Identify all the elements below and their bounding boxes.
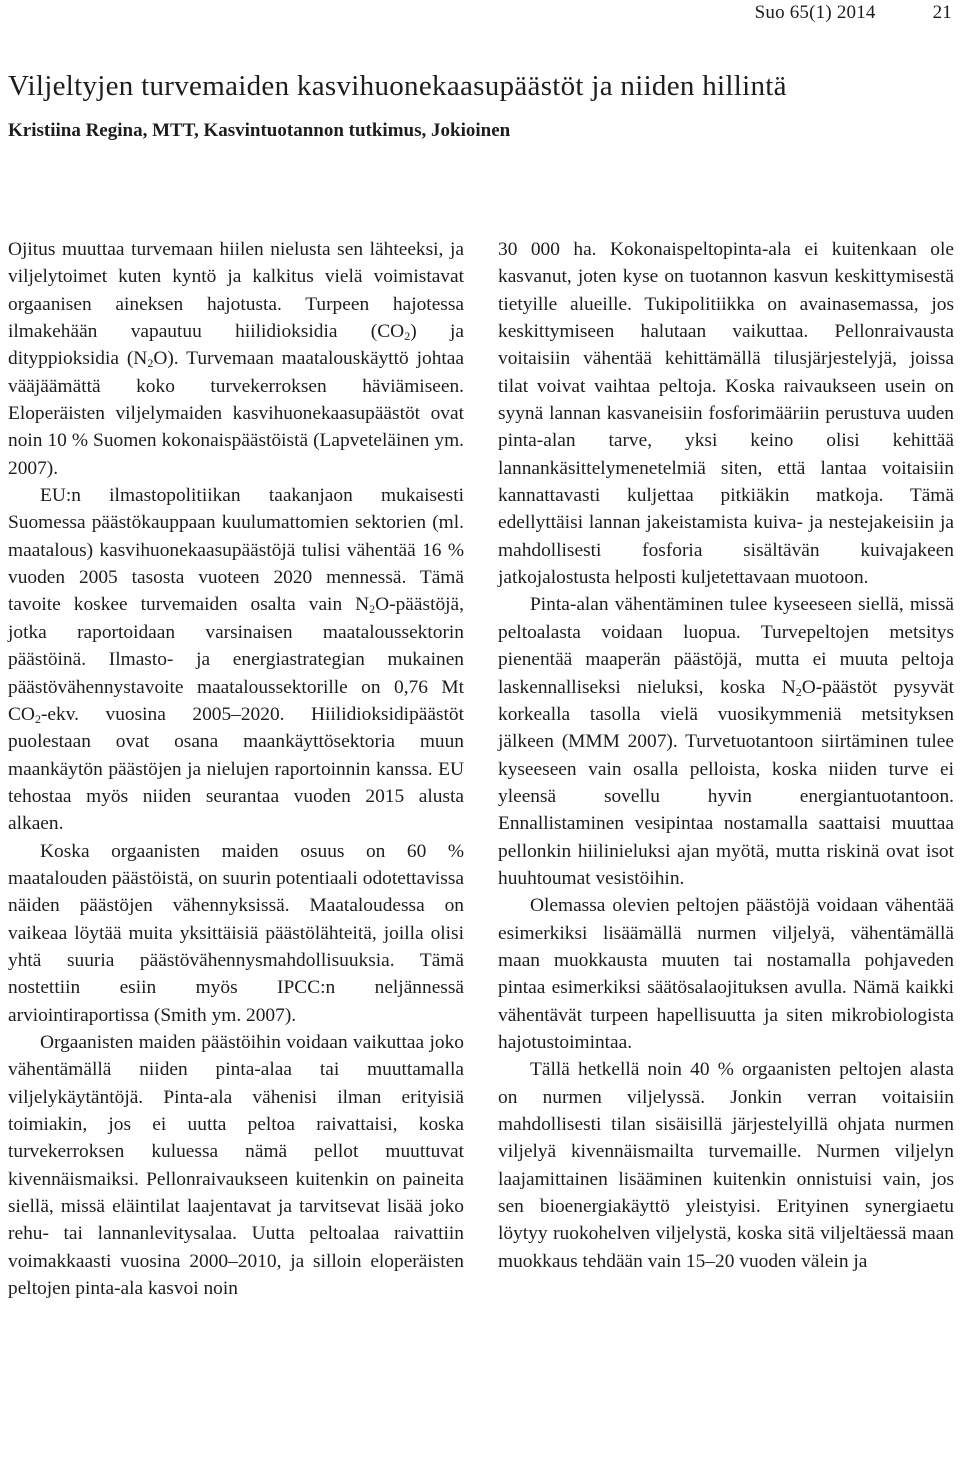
paragraph: Koska orgaanisten maiden osuus on 60 % maatalouden päästöistä, on suurin potentiaali odotettavissa näiden päästöjen vähennyksissä. Maataloudessa on vaikeaa löytää muita yksittäisiä päästölähteitä, joilla olisi yhtä suuria päästövähennysmahdollisuuksia. Tämä nostettiin esiin myös IPCC:n neljännessä arviointiraportissa (Smith ym. 2007). — [8, 840, 464, 1026]
paragraph: Ojitus muuttaa turvemaan hiilen nielusta sen lähteeksi, ja viljelytoimet kuten kyntö ja kalkitus vielä voimistavat orgaanisen aineksen hajotusta. Turpeen hajotessa ilmakehään vapautuu hiilidioksidia $(CO_2)$ ja dityppioksidia $(N_2O)$. Turvemaan maatalouskäyttö johtaa vääjäämättä koko turvekerroksen häviämiseen. Eloperäisten viljelymaiden kasvihuonekaasupäästöt ovat noin 10 % Suomen kokonaispäästöistä (Lapveteläinen ym. 2007). — [8, 239, 464, 479]
paragraph: Pinta-alan vähentäminen tulee kyseeseen siellä, missä peltoalasta voidaan luopua. Turvepeltojen metsitys pienentää maaperän päästöjä, mutta ei muuta peltoja laskennalliseksi nieluksi, koska $N_2O$-päästöt pysyvät korkealla tasolla vielä vuosikymmeniä metsityksen jälkeen (MMM 2007). Turvetuotantoon siirtäminen tulee kyseeseen vain osalla pelloista, koska niiden turve ei yleensä sovellu hyvin energiantuotantoon. Ennallistaminen vesipintaa nostamalla saattaisi muuttaa pellonkin hiilinieluksi ajan myötä, mutta riskinä ovat isot huuhtoumat vesistöihin. — [498, 594, 954, 889]
article-author: Kristiina Regina, MTT, Kasvintuotannon tutkimus, Jokioinen — [8, 120, 511, 141]
paragraph: Olemassa olevien peltojen päästöjä voidaan vähentää esimerkiksi lisäämällä nurmen viljelyä, vähentämällä maan muokkausta muuten tai nostamalla pohjaveden pintaa esimerkiksi säätösalaojituksen avulla. Nämä kaikki vähentävät turpeen hapellisuutta ja siten mikrobiologista hajotustoimintaa. — [498, 895, 954, 1053]
paragraph: Tällä hetkellä noin 40 % orgaanisten peltojen alasta on nurmen viljelyssä. Jonkin verran voitaisiin mahdollisesti tilan sisäisillä järjestelyillä ohjata nurmen viljelyä kivennäismailta turvemaille. Nurmen viljelyn laajamittainen lisääminen kuitenkin onnistuisi vain, jos sen bioenergiakäyttö yleistyisi. Erityinen synergiaetu löytyy ruokohelven viljelystä, koska sitä viljeltäessä maan muokkaus tehdään vain 15–20 vuoden välein ja — [498, 1059, 954, 1272]
right-column — [498, 236, 954, 1275]
paragraph: Orgaanisten maiden päästöihin voidaan vaikuttaa joko vähentämällä niiden pinta-alaa tai muuttamalla viljelykäytäntöjä. Pinta-ala vähenisi ilman erityisiä toimiakin, jos ei uutta peltoa raivattaisi, koska turvekerroksen kuluessa nämä pellot muuttuvat kivennäismaiksi. Pellonraivaukseen kuitenkin on paineita siellä, missä eläintilat laajentavat ja tarvitsevat lisää joko rehu- tai lannanlevitysalaa. Uutta peltoalaa raivattiin voimakkaasti vuosina 2000–2010, ja silloin eloperäisten peltojen pinta-ala kasvoi noin — [8, 1031, 464, 1300]
running-head — [755, 2, 952, 24]
journal-issue: Suo 65(1) 2014 — [754, 2, 876, 23]
paragraph: EU:n ilmastopolitiikan taakanjaon mukaisesti Suomessa päästökauppaan kuulumattomien sektorien (ml. maatalous) kasvihuonekaasupäästöjä tulisi vähentää 16 % vuoden 2005 tasosta vuoteen 2020 mennessä. Tämä tavoite koskee turvemaiden osalta vain $N_2O$-päästöjä, jotka raportoidaan varsinaisen maataloussektorin päästöinä. Ilmasto- ja energiastrategian mukainen päästövähennystavoite maataloussektorille on 0,76 Mt $CO_2$-ekv. vuosina 2005–2020. Hiilidioksidipäästöt puolestaan ovat osana maankäyttösektoria muun maankäytön päästöjen ja nielujen raportoinnin kanssa. EU tehostaa myös niiden seurantaa vuoden 2015 alusta alkaen. — [8, 485, 464, 835]
left-column — [8, 236, 464, 1302]
article-title: Viljeltyjen turvemaiden kasvihuonekaasupäästöt ja niiden hillintä — [8, 70, 787, 102]
paragraph: 30 000 ha. Kokonaispeltopinta-ala ei kuitenkaan ole kasvanut, joten kyse on tuotannon kasvun keskittymisestä tietyille alueille. Tukipolitiikka on avainasemassa, jos keskittymiseen halutaan vaikuttaa. Pellonraivausta voitaisiin vähentää kehittämällä tilusjärjestelyjä, joissa tilat voivat vaihtaa peltoja. Koska raivaukseen usein on syynä lannan kasvaneisiin fosforimääriin perustuva uuden pinta-alan tarve, yksi keino olisi kehittää lannankäsittelymenetelmiä siten, että lantaa voitaisiin kannattavasti kuljettaa pitkiäkin matkoja. Tämä edellyttäisi lannan jakeistamista kuiva- ja nestejakeisiin ja mahdollisesti fosforia sisältävän kuivajakeen jatkojalostusta helposti kuljetettavaan muotoon. — [498, 239, 954, 589]
page-number: 21 — [932, 2, 952, 23]
